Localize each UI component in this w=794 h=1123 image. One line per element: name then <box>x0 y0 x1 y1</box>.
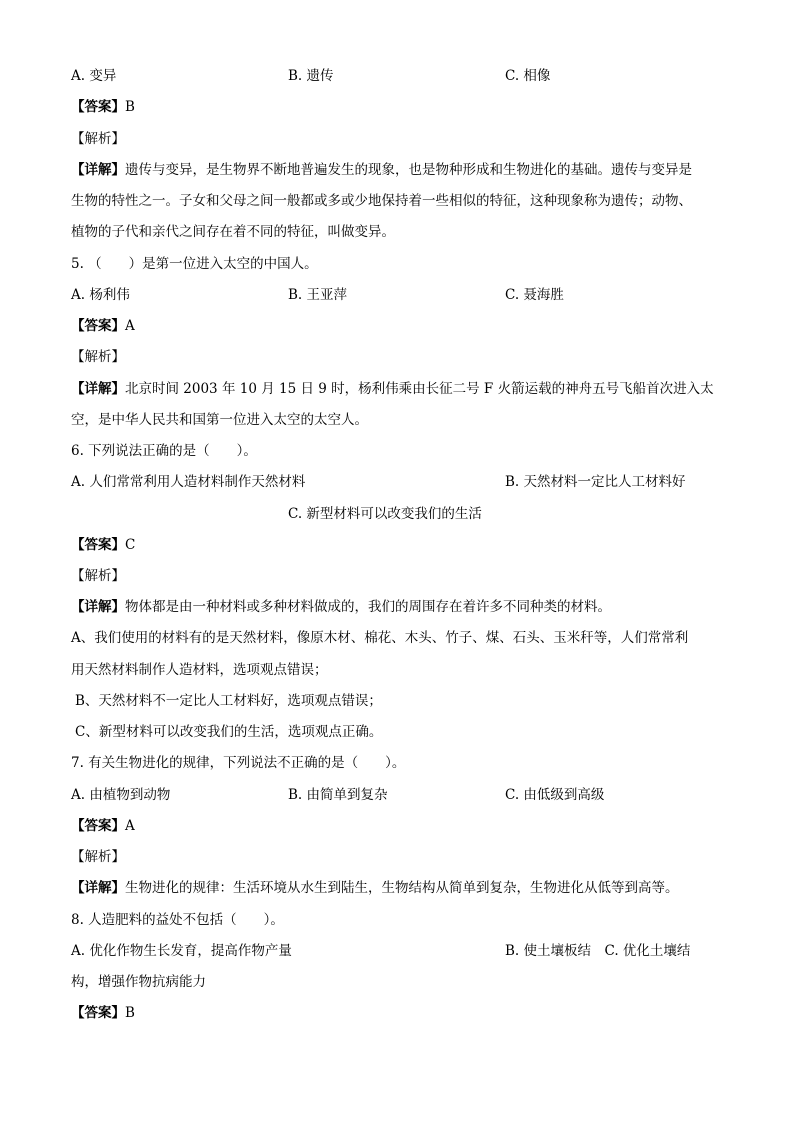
answer-label: 【答案】 <box>71 318 125 334</box>
answer-label: 【答案】 <box>71 1005 125 1021</box>
q5-option-c: C. 聂海胜 <box>505 287 564 303</box>
q4-option-b: B. 遗传 <box>288 68 334 84</box>
q7-detail-line-1 <box>71 879 679 897</box>
q4-detail-line-3: 植物的子代和亲代之间存在着不同的特征，叫做变异。 <box>71 224 395 240</box>
q5-detail-line-2: 空，是中华人民共和国第一位进入太空的太空人。 <box>71 412 368 428</box>
detail-text: 生物进化的规律：生活环境从水生到陆生，生物结构从简单到复杂，生物进化从低等到高等。 <box>125 880 679 896</box>
q5-question: 5. （ ）是第一位进入太空的中国人。 <box>71 256 318 272</box>
q8-option-bc: B. 使土壤板结 C. 优化土壤结 <box>505 943 691 959</box>
q8-option-a: A. 优化作物生长发育，提高作物产量 <box>71 943 292 959</box>
q6-question: 6. 下列说法正确的是（ ）。 <box>71 443 257 459</box>
detail-label: 【详解】 <box>71 880 125 896</box>
answer-label: 【答案】 <box>71 99 125 115</box>
q7-question: 7. 有关生物进化的规律，下列说法不正确的是（ ）。 <box>71 755 406 771</box>
q7-option-b: B. 由简单到复杂 <box>288 787 388 803</box>
q4-analysis-label: 【解析】 <box>71 131 125 147</box>
q7-option-a: A. 由植物到动物 <box>71 787 171 803</box>
detail-text: 物体都是由一种材料或多种材料做成的，我们的周围存在着许多不同种类的材料。 <box>125 599 611 615</box>
q5-option-b: B. 王亚萍 <box>288 287 348 303</box>
detail-label: 【详解】 <box>71 162 125 178</box>
q8-answer <box>71 1004 135 1022</box>
detail-text: 北京时间 2003 年 10 月 15 日 9 时，杨利伟乘由长征二号 F 火箭运载的神舟五号飞船首次进入太 <box>125 381 714 397</box>
answer-value: C <box>125 537 136 553</box>
q4-option-a: A. 变异 <box>71 68 117 84</box>
q7-answer <box>71 817 135 835</box>
detail-label: 【详解】 <box>71 381 125 397</box>
q6-option-b: B. 天然材料一定比人工材料好 <box>505 474 686 490</box>
q4-option-c: C. 相像 <box>505 68 551 84</box>
answer-value: A <box>125 818 135 834</box>
q6-detail-line-5: C、新型材料可以改变我们的生活，选项观点正确。 <box>75 724 383 740</box>
q8-question: 8. 人造肥料的益处不包括（ ）。 <box>71 912 284 928</box>
q6-option-a: A. 人们常常利用人造材料制作天然材料 <box>71 474 306 490</box>
detail-text: 遗传与变异，是生物界不断地普遍发生的现象，也是物种形成和生物进化的基础。遗传与变异是 <box>125 162 692 178</box>
answer-value: B <box>125 99 135 115</box>
q5-analysis-label: 【解析】 <box>71 349 125 365</box>
q6-option-c: C. 新型材料可以改变我们的生活 <box>288 506 482 522</box>
q6-detail-line-2: A、我们使用的材料有的是天然材料，像原木材、棉花、木头、竹子、煤、石头、玉米秆等，人们常常利 <box>71 630 689 646</box>
q6-detail-line-3: 用天然材料制作人造材料，选项观点错误； <box>71 662 328 678</box>
q7-option-c: C. 由低级到高级 <box>505 787 605 803</box>
q8-option-continuation: 构，增强作物抗病能力 <box>71 974 206 990</box>
q7-analysis-label: 【解析】 <box>71 849 125 865</box>
q5-option-a: A. 杨利伟 <box>71 287 130 303</box>
answer-label: 【答案】 <box>71 818 125 834</box>
q4-answer <box>71 98 135 116</box>
answer-value: B <box>125 1005 135 1021</box>
q6-detail-line-1 <box>71 598 611 616</box>
q5-detail-line-1 <box>71 380 714 398</box>
detail-label: 【详解】 <box>71 599 125 615</box>
q6-answer <box>71 536 135 554</box>
q4-detail-line-2: 生物的特性之一。子女和父母之间一般都或多或少地保持着一些相似的特征，这种现象称为遗传；动物、 <box>71 193 692 209</box>
q6-analysis-label: 【解析】 <box>71 568 125 584</box>
q4-detail-line-1 <box>71 161 692 179</box>
answer-value: A <box>125 318 135 334</box>
q6-detail-line-4: B、天然材料不一定比人工材料好，选项观点错误； <box>75 693 382 709</box>
answer-label: 【答案】 <box>71 537 125 553</box>
q5-answer <box>71 317 135 335</box>
